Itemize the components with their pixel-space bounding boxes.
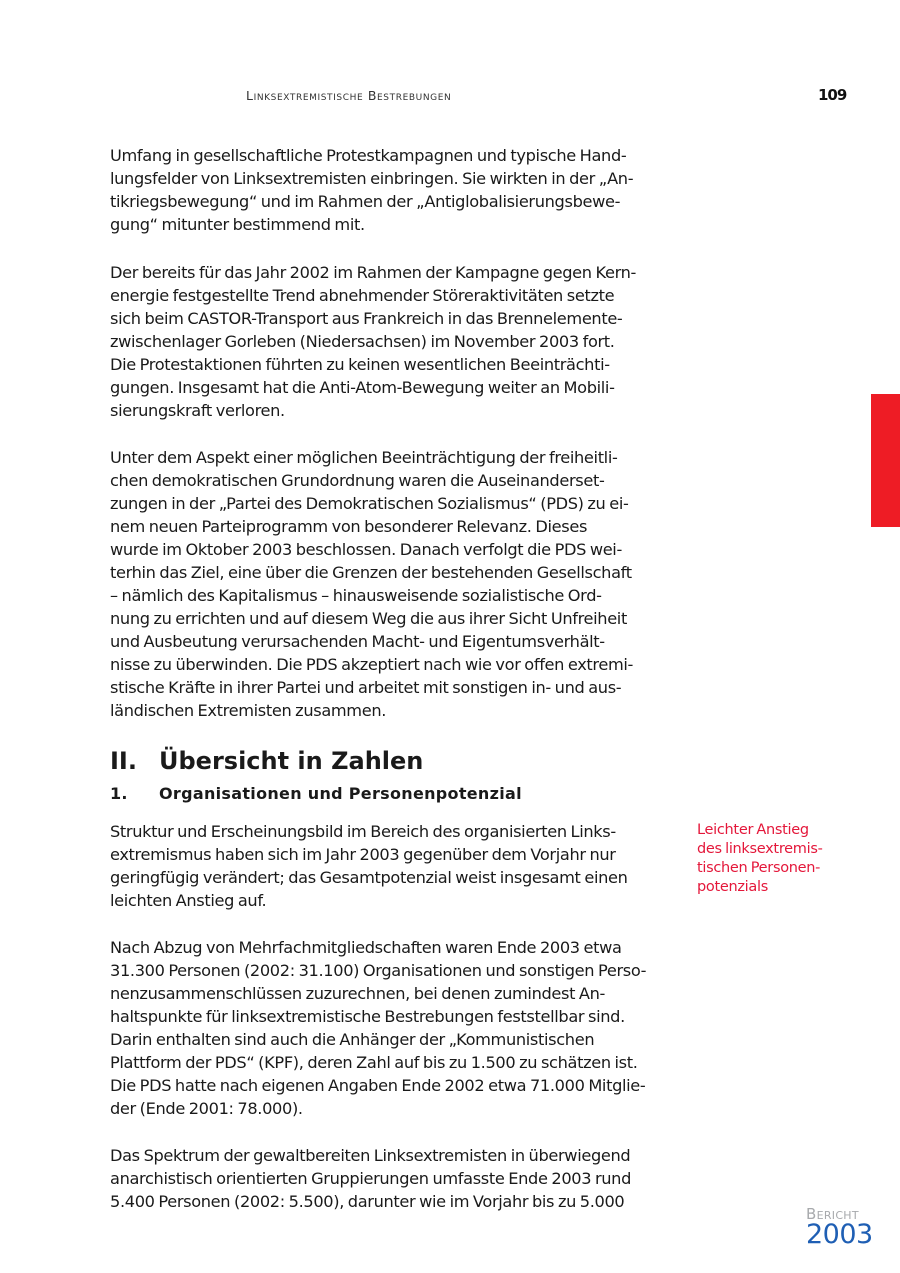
text-line: leichten Anstieg auf.	[110, 891, 267, 910]
section-heading	[110, 747, 423, 775]
text-line: tikriegsbewegung“ und im Rahmen der „Antiglobalisierungsbewe-	[110, 192, 621, 211]
margin-note	[697, 821, 857, 897]
text-line: Nach Abzug von Mehrfachmitgliedschaften waren Ende 2003 etwa	[110, 938, 622, 957]
paragraph	[110, 820, 628, 912]
text-line: energie festgestellte Trend abnehmender Störeraktivitäten setzte	[110, 286, 615, 305]
subsection-heading	[110, 784, 522, 803]
text-line: der (Ende 2001: 78.000).	[110, 1099, 303, 1118]
text-line: Struktur und Erscheinungsbild im Bereich des organisierten Links-	[110, 822, 616, 841]
text-line: Die Protestaktionen führten zu keinen wesentlichen Beeinträchti-	[110, 355, 610, 374]
logo-year: 2003	[806, 1219, 873, 1250]
running-head-initial-2: B	[367, 88, 378, 103]
paragraph	[110, 1144, 631, 1213]
margin-note-line: tischen Personen-	[697, 860, 821, 876]
text-line: – nämlich des Kapitalismus – hinausweisende sozialistische Ord-	[110, 586, 602, 605]
section-number: II.	[110, 747, 137, 775]
text-line: gung“ mitunter bestimmend mit.	[110, 215, 365, 234]
text-line: sierungskraft verloren.	[110, 401, 285, 420]
text-line: wurde im Oktober 2003 beschlossen. Danach verfolgt die PDS wei-	[110, 540, 622, 559]
text-line: chen demokratischen Grundordnung waren die Auseinanderset-	[110, 471, 605, 490]
text-line: zwischenlager Gorleben (Niedersachsen) im November 2003 fort.	[110, 332, 615, 351]
text-line: extremismus haben sich im Jahr 2003 gegenüber dem Vorjahr nur	[110, 845, 616, 864]
text-line: 5.400 Personen (2002: 5.500), darunter wie im Vorjahr bis zu 5.000	[110, 1192, 625, 1211]
margin-note-line: Leichter Anstieg	[697, 822, 809, 838]
text-line: nem neuen Parteiprogramm von besonderer Relevanz. Dieses	[110, 517, 588, 536]
text-line: gungen. Insgesamt hat die Anti-Atom-Bewegung weiter an Mobili-	[110, 378, 615, 397]
text-line: Plattform der PDS“ (KPF), deren Zahl auf bis zu 1.500 zu schätzen ist.	[110, 1053, 638, 1072]
logo-label: Bericht	[806, 1205, 859, 1223]
text-line: haltspunkte für linksextremistische Bestrebungen feststellbar sind.	[110, 1007, 625, 1026]
report-logo	[806, 1207, 873, 1248]
text-line: und Ausbeutung verursachenden Macht- und Eigentumsverhält-	[110, 632, 605, 651]
subsection-number: 1.	[110, 784, 128, 803]
text-line: Umfang in gesellschaftliche Protestkampagnen und typische Hand-	[110, 146, 627, 165]
text-line: nisse zu überwinden. Die PDS akzeptiert nach wie vor offen extremi-	[110, 655, 634, 674]
text-line: Unter dem Aspekt einer möglichen Beeinträchtigung der freiheitli-	[110, 448, 618, 467]
subsection-title: Organisationen und Personenpotenzial	[159, 784, 522, 803]
running-head-text-2: estrebungen	[377, 88, 452, 103]
margin-note-line: des linksextremis-	[697, 841, 823, 857]
text-line: zungen in der „Partei des Demokratischen Sozialismus“ (PDS) zu ei-	[110, 494, 629, 513]
margin-note-line: potenzials	[697, 879, 768, 895]
text-line: anarchistisch orientierten Gruppierungen umfasste Ende 2003 rund	[110, 1169, 632, 1188]
paragraph	[110, 144, 633, 236]
running-head	[246, 88, 451, 103]
chapter-tab-marker	[871, 394, 900, 527]
text-line: ländischen Extremisten zusammen.	[110, 701, 387, 720]
running-head-initial-1: L	[246, 88, 254, 103]
page-number: 109	[818, 86, 847, 104]
paragraph	[110, 446, 633, 722]
running-head-text-1: inksextremistische	[253, 88, 368, 103]
paragraph	[110, 936, 646, 1120]
section-title: Übersicht in Zahlen	[159, 747, 424, 775]
text-line: stische Kräfte in ihrer Partei und arbeitet mit sonstigen in- und aus-	[110, 678, 622, 697]
text-line: nung zu errichten und auf diesem Weg die aus ihrer Sicht Unfreiheit	[110, 609, 627, 628]
text-line: Darin enthalten sind auch die Anhänger der „Kommunistischen	[110, 1030, 595, 1049]
text-line: lungsfelder von Linksextremisten einbringen. Sie wirkten in der „An-	[110, 169, 634, 188]
text-line: nenzusammenschlüssen zuzurechnen, bei denen zumindest An-	[110, 984, 606, 1003]
text-line: terhin das Ziel, eine über die Grenzen der bestehenden Gesellschaft	[110, 563, 632, 582]
text-line: sich beim CASTOR-Transport aus Frankreich in das Brennelemente-	[110, 309, 623, 328]
text-line: Das Spektrum der gewaltbereiten Linksextremisten in überwiegend	[110, 1146, 631, 1165]
text-line: Der bereits für das Jahr 2002 im Rahmen der Kampagne gegen Kern-	[110, 263, 636, 282]
paragraph	[110, 261, 636, 422]
text-line: 31.300 Personen (2002: 31.100) Organisationen und sonstigen Perso-	[110, 961, 647, 980]
text-line: geringfügig verändert; das Gesamtpotenzial weist insgesamt einen	[110, 868, 628, 887]
text-line: Die PDS hatte nach eigenen Angaben Ende 2002 etwa 71.000 Mitglie-	[110, 1076, 646, 1095]
